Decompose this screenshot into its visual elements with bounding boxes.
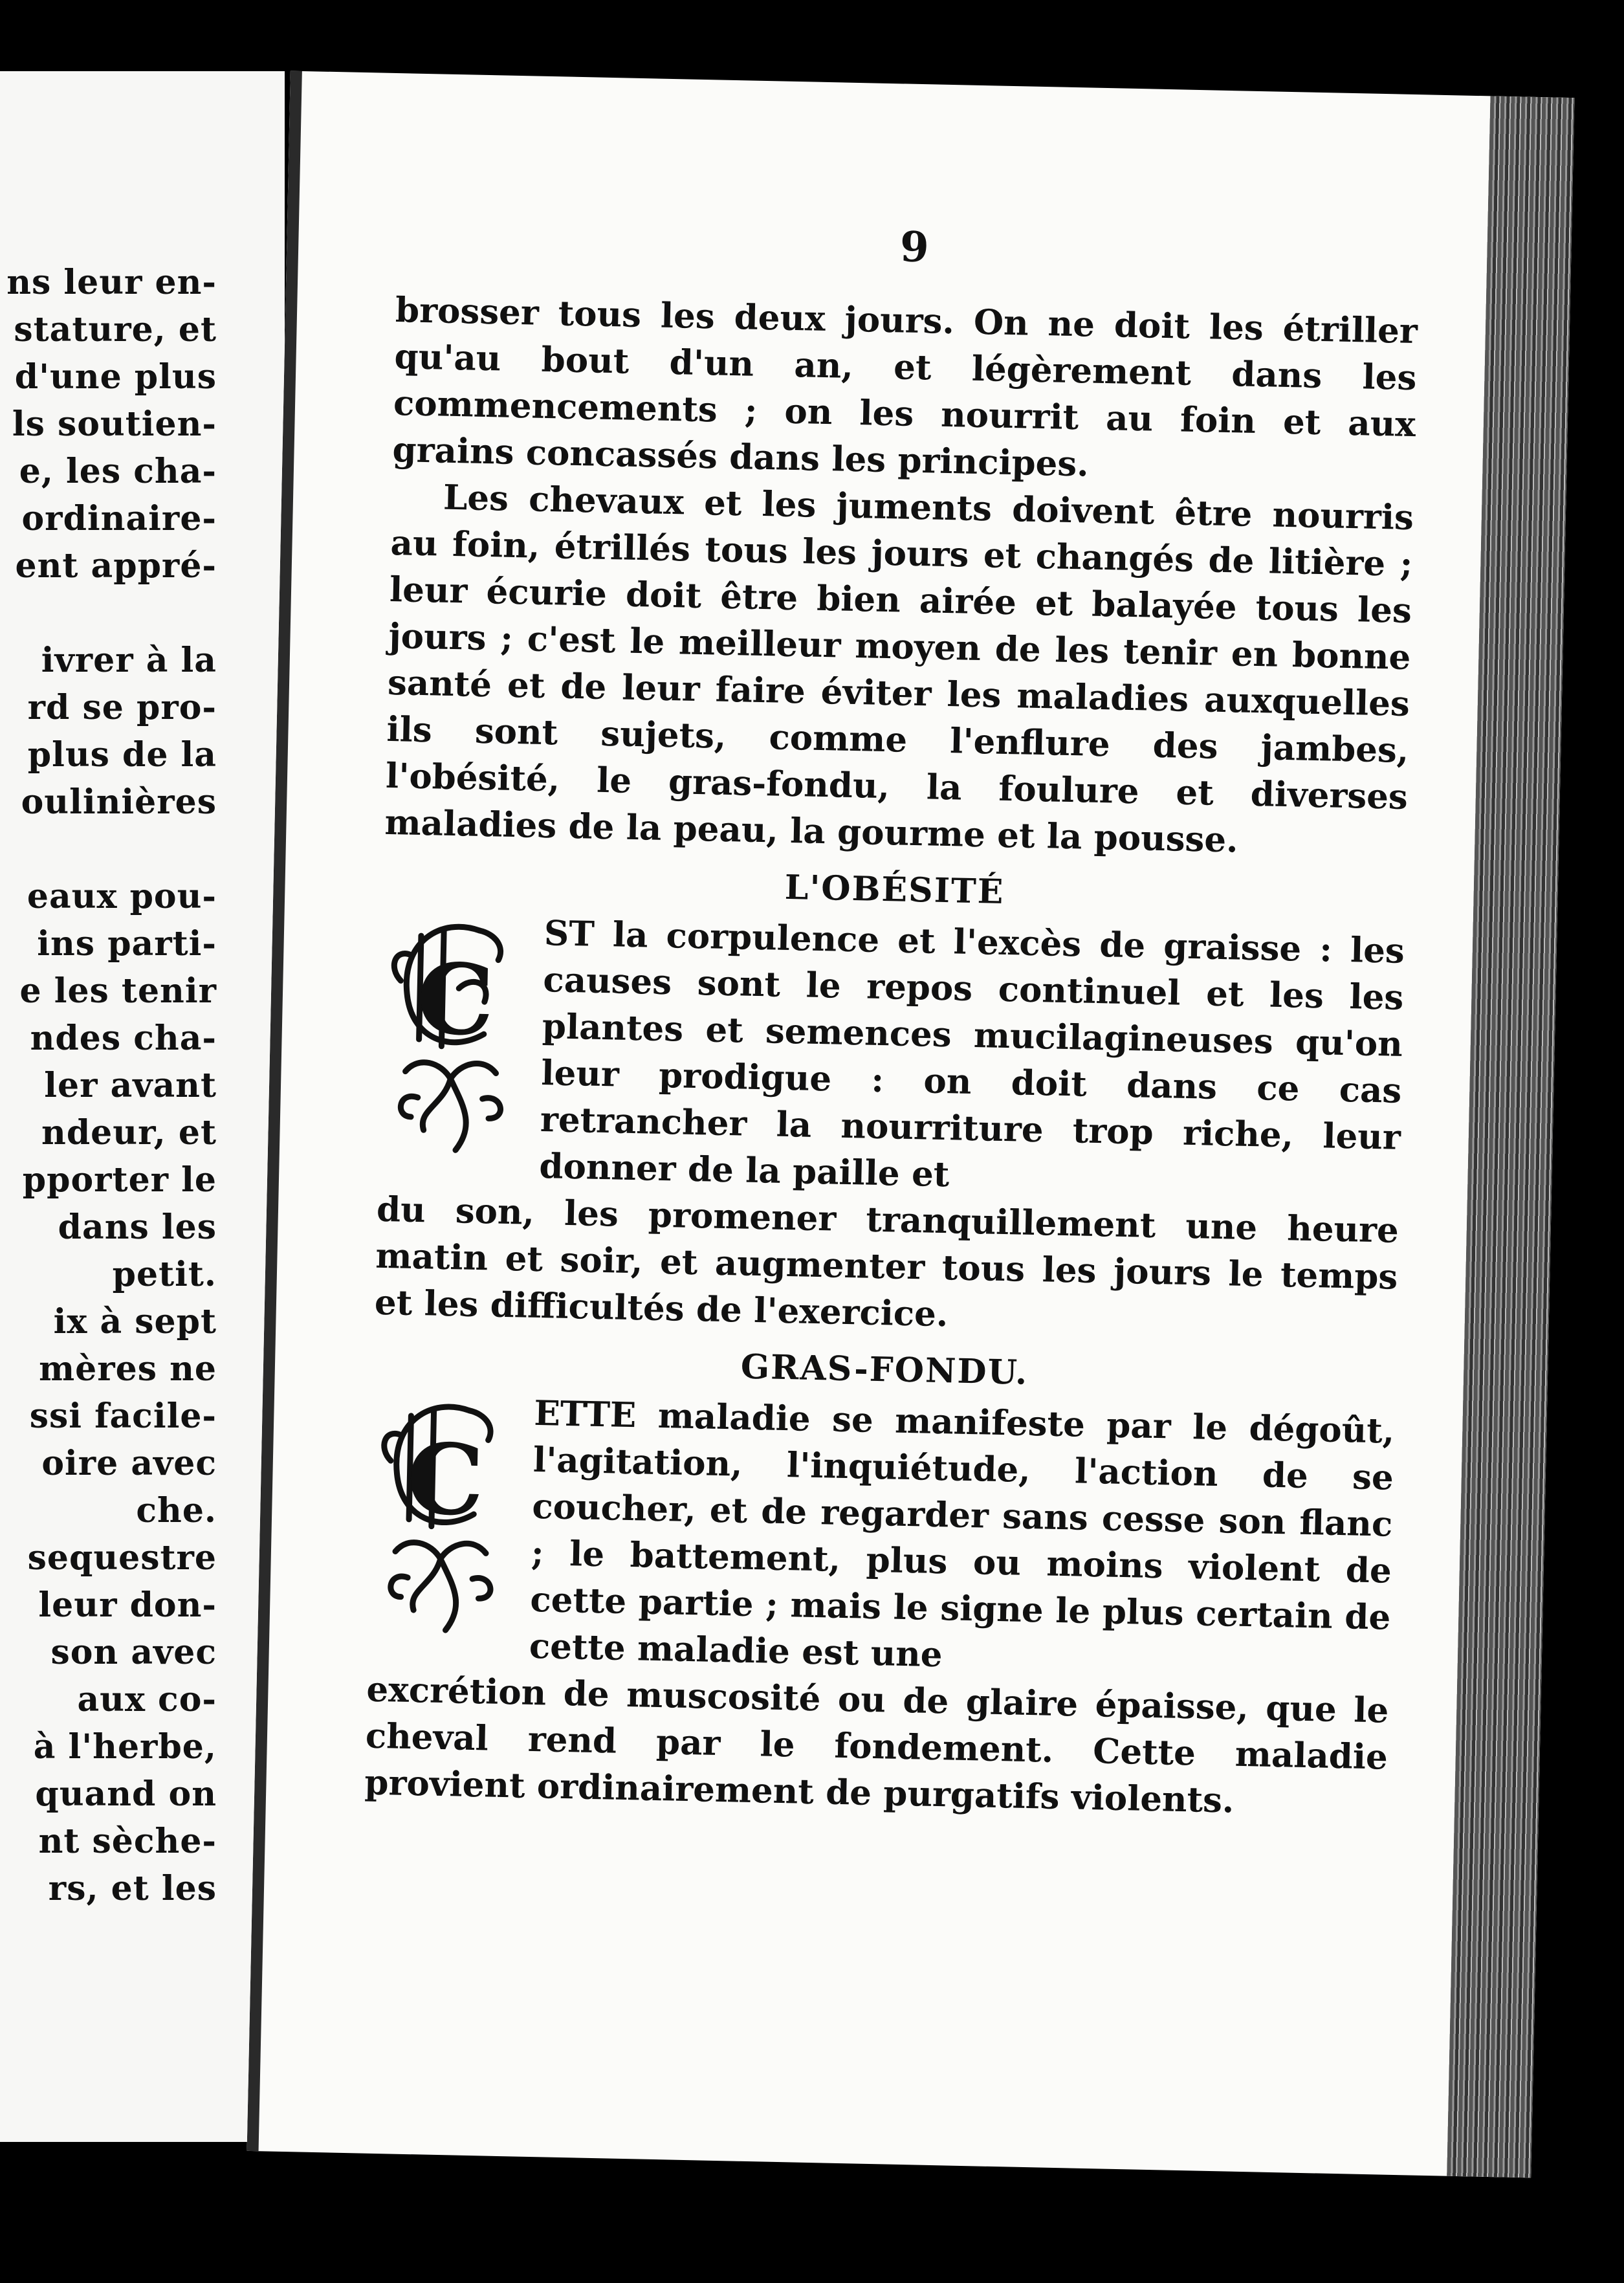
left-line-gap [0,826,217,873]
left-line: sequestre [27,1538,217,1578]
section-gras-fondu [367,1387,1395,1688]
svg-text:C: C [415,942,496,1058]
left-line: quand on [35,1774,217,1814]
paragraph: ST la corpulence et l'excès de graisse : les causes sont le repos continuel et les les plantes et semences mucilagineuses qu'on leur prodigue : on doit dans ce cas retrancher la nourriture trop riche, leur donner de la paille et [538,913,1405,1195]
left-line: nt sèche- [38,1822,217,1861]
left-line: oire avec [41,1444,217,1483]
left-line: pporter le [22,1160,217,1200]
left-line: leur don- [38,1585,217,1625]
left-line: ssi facile- [29,1396,217,1436]
left-line: ix à sept [53,1302,217,1341]
paragraph: excrétion de muscosité ou de glaire épaisse, que le cheval rend par le fondement. Cette maladie provient ordinairement de purgatifs violents. [364,1669,1389,1821]
left-line: ent appré- [15,546,217,586]
paragraph: du son, les promener tranquillement une heure matin et soir, et augmenter tous les jours le temps et les difficultés de l'exercice. [374,1189,1399,1335]
left-line: d'une plus [14,357,217,397]
left-line: plus de la [27,735,217,775]
page-edges [1447,96,1574,2178]
left-line: ivrer à la [41,641,217,680]
left-line: ls soutien- [12,404,217,444]
page-number: 9 [899,223,930,272]
section-obesite [377,907,1405,1208]
left-line: che. [136,1491,217,1530]
left-line: à l'herbe, [33,1727,217,1767]
left-line: dans les [58,1208,217,1247]
left-line: son avec [50,1633,217,1672]
section-title-obesite: L'OBÉSITÉ [784,867,1005,912]
left-line: oulinières [21,782,217,822]
page-content [338,72,1455,2175]
section-title-gras-fondu: GRAS-FONDU. [740,1347,1029,1393]
left-line: ordinaire- [21,499,217,538]
left-facing-page [0,71,285,2142]
left-line: ins parti- [37,924,217,964]
paragraph: ETTE maladie se manifeste par le dégoût, l'agitation, l'inquiétude, l'action de se coucher, et de regarder sans cesse son flanc ; le battement, plus ou moins violent de cette partie ; mais le signe le plus certain de cette maladie est une [529,1393,1395,1675]
body-text [364,287,1418,1827]
left-line: rs, et les [48,1869,217,1908]
paragraph: Les chevaux et les juments doivent être nourris au foin, étrillés tous les jours et changés de litière ; leur écurie doit être bien airée et balayée tous les jours ; c'est le meilleur moyen de les tenir en bonne santé et de leur faire éviter les maladies auxquelles ils sont sujets, comme l'enflure des jambes, l'obésité, le gras-fondu, la foulure et diverses maladies de la peau, la gourme et la pousse. [384,477,1414,861]
left-line: stature, et [14,310,217,349]
left-line: ler avant [44,1066,217,1105]
left-line-gap [0,590,217,637]
left-line: ndes cha- [30,1019,217,1058]
left-line: e les tenir [19,971,217,1011]
left-line: aux co- [77,1680,217,1719]
paragraph: brosser tous les deux jours. On ne doit les étriller qu'au bout d'un an, et légèrement dans les commencements ; on les nourrit au foin et aux grains concassés dans les principes. [392,290,1418,485]
left-page-text [0,259,217,1912]
right-page [247,71,1575,2178]
left-line: rd se pro- [27,688,217,727]
left-line: ndeur, et [41,1113,217,1153]
left-line: mères ne [39,1349,217,1389]
ornamental-initial-c-icon [377,909,531,1171]
left-line: ns leur en- [6,263,217,302]
left-line: petit. [112,1255,217,1294]
left-line: e, les cha- [19,452,217,491]
ornamental-initial-c-icon [368,1389,521,1651]
left-line: eaux pou- [27,877,217,916]
svg-text:C: C [405,1422,485,1538]
